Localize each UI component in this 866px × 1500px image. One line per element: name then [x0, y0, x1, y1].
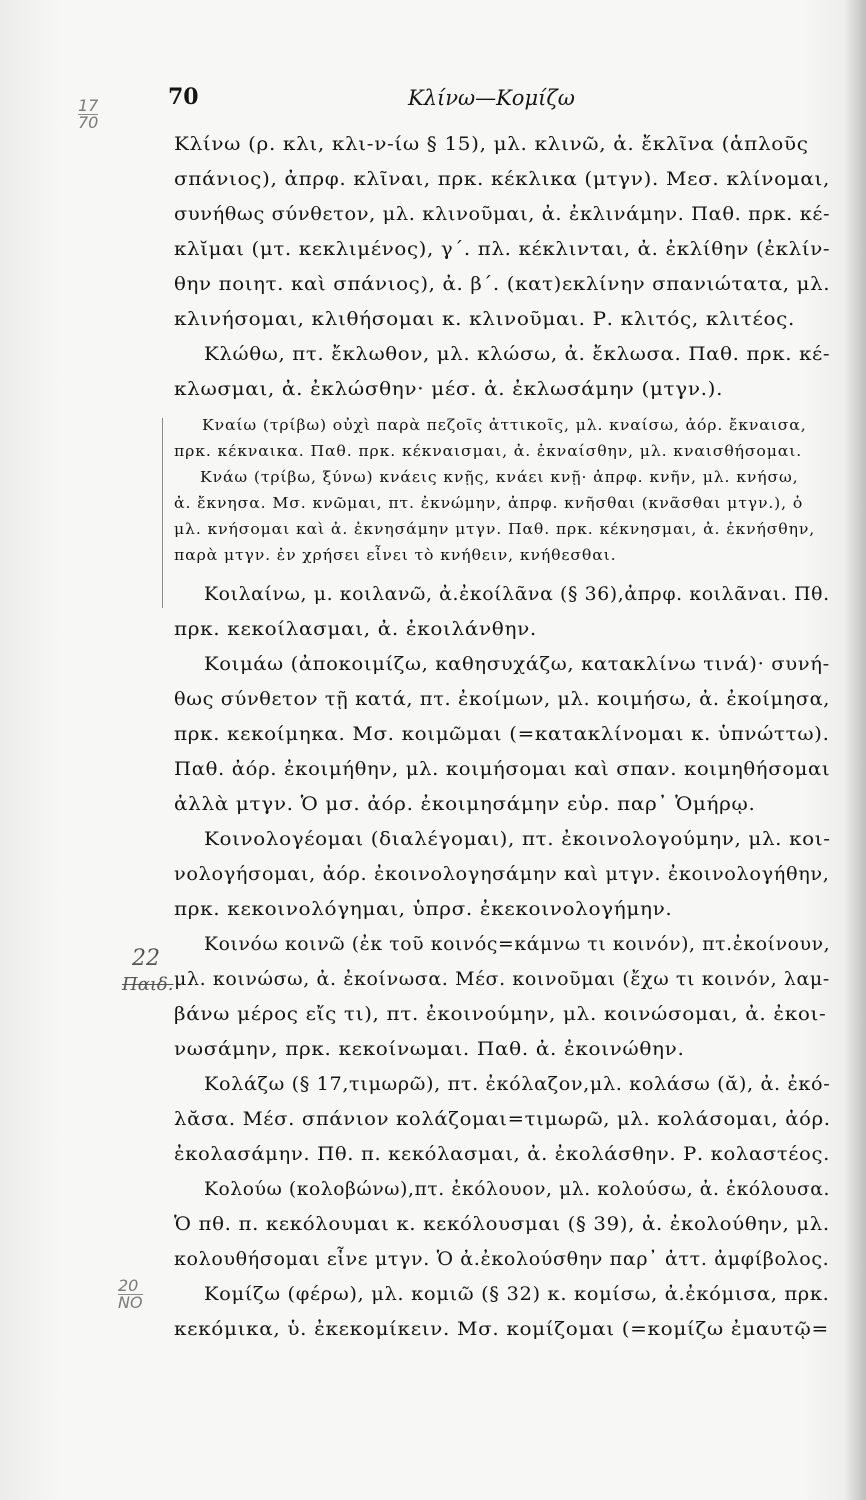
text-line-small: παρὰ μτγν. ἐν χρήσει εἶνει τὸ κνήθειν, κνήθεσθαι. — [174, 548, 617, 564]
text-line: Κοιμάω (ἀποκοιμίζω, καθησυχάζω, κατακλίνω τινά)· συνή- — [204, 654, 830, 675]
text-line: πρκ. κεκοίμηκα. Μσ. κοιμῶμαι (=κατακλίνομαι κ. ὑπνώττω). — [174, 724, 830, 745]
margin-note-bottom-denominator: ΝΟ — [118, 1293, 143, 1312]
margin-note-middle-number: 22 — [132, 946, 160, 971]
text-line-small: Κναίω (τρίβω) οὐχὶ παρὰ πεζοῖς ἀττικοῖς, μλ. κναίσω, ἀόρ. ἔκναισα, — [202, 418, 807, 434]
text-line: Παθ. ἀόρ. ἐκοιμήθην, μλ. κοιμήσομαι καὶ σπαν. κοιμηθήσομαι — [174, 759, 831, 780]
page-edge-shadow — [844, 0, 866, 1500]
text-line: Κολάζω (§ 17,τιμωρῶ), πτ. ἐκόλαζον,μλ. κολάσω (ᾰ), ἀ. ἐκό- — [204, 1074, 831, 1095]
text-line-small: μλ. κνήσομαι καὶ ἀ. ἐκνησάμην μτγν. Παθ. πρκ. κέκνησμαι, ἀ. ἐκνήσθην, — [174, 522, 816, 538]
text-line: Κοινολογέομαι (διαλέγομαι), πτ. ἐκοινολογούμην, μλ. κοι- — [204, 829, 831, 850]
text-line: Κλώθω, πτ. ἔκλωθον, μλ. κλώσω, ἀ. ἔκλωσα. Παθ. πρκ. κέ- — [204, 344, 831, 365]
text-line: νολογήσομαι, ἀόρ. ἐκοινολογησάμην καὶ μτγν. ἐκοινολογήθην, — [174, 864, 830, 885]
running-head: Κλίνω—Κομίζω — [408, 86, 575, 110]
text-line: Κολούω (κολοβώνω),πτ. ἐκόλουον, μλ. κολούσω, ἀ. ἐκόλουσα. — [204, 1179, 831, 1200]
text-line: κολουθήσομαι εἶνε μτγν. Ὁ ἀ.ἐκολούσθην παρ᾽ ἀττ. ἀμφίβολος. — [174, 1249, 830, 1270]
text-line: ἀλλὰ μτγν. Ὁ μσ. ἀόρ. ἐκοιμησάμην εὑρ. παρ᾽ Ὁμήρῳ. — [174, 794, 756, 815]
text-line: Κοινόω κοινῶ (ἐκ τοῦ κοινός=κάμνω τι κοινόν), πτ.ἐκοίνουν, — [204, 934, 831, 955]
text-line: Ὁ πθ. π. κεκόλουμαι κ. κεκόλουσμαι (§ 39), ἀ. ἐκολούθην, μλ. — [174, 1214, 830, 1235]
text-line: μλ. κοινώσω, ἀ. ἐκοίνωσα. Μέσ. κοινοῦμαι (ἔχω τι κοινόν, λαμ- — [174, 969, 830, 990]
text-line: λᾰσα. Μέσ. σπάνιον κολάζομαι=τιμωρῶ, μλ. κολάσομαι, ἀόρ. — [174, 1109, 831, 1130]
text-line: θην ποιητ. καὶ σπάνιος), ἀ. β΄. (κατ)εκλίνην σπανιώτατα, μλ. — [174, 274, 831, 295]
text-line: βάνω μέρος εἴς τι), πτ. ἐκοινούμην, μλ. κοινώσομαι, ἀ. ἐκοι- — [174, 1004, 827, 1025]
margin-note-top-denominator: 70 — [78, 113, 99, 132]
text-line: κλινήσομαι, κλιθήσομαι κ. κλινοῦμαι. Ρ. κλιτός, κλιτέος. — [174, 309, 795, 330]
margin-note-middle-word: Παιδ. — [122, 974, 174, 995]
text-line: θως σύνθετον τῇ κατά, πτ. ἐκοίμων, μλ. κοιμήσω, ἀ. ἐκοίμησα, — [174, 689, 831, 710]
text-line-small: Κνάω (τρίβω, ξύνω) κνάεις κνῇς, κνάει κνῇ· ἀπρφ. κνῆν, μλ. κνήσω, — [200, 470, 799, 486]
text-line-small: ἀ. ἔκνησα. Μσ. κνῶμαι, πτ. ἐκνώμην, ἀπρφ. κνῆσθαι (κνᾶσθαι μτγν.), ὁ — [174, 496, 804, 512]
text-line: συνήθως σύνθετον, μλ. κλινοῦμαι, ἀ. ἐκλινάμην. Παθ. πρκ. κέ- — [174, 204, 831, 225]
text-line: ἐκολασάμην. Πθ. π. κεκόλασμαι, ἀ. ἐκολάσθην. Ρ. κολαστέος. — [174, 1144, 830, 1165]
margin-note-bottom-number: 20 — [118, 1276, 139, 1295]
text-line: Κοιλαίνω, μ. κοιλανῶ, ἀ.ἐκοίλᾶνα (§ 36),ἀπρφ. κοιλᾶναι. Πθ. — [204, 584, 830, 605]
text-line: πρκ. κεκοίλασμαι, ἀ. ἐκοιλάνθην. — [174, 619, 537, 640]
section-bracket — [162, 418, 171, 608]
text-line: πρκ. κεκοινολόγημαι, ὑπρσ. ἐκεκοινολογήμην. — [174, 899, 673, 920]
text-line: κλῐμαι (μτ. κεκλιμένος), γ΄. πλ. κέκλινται, ἀ. ἐκλίθην (ἐκλίν- — [174, 239, 831, 260]
text-line-small: πρκ. κέκναικα. Παθ. πρκ. κέκναισμαι, ἀ. ἐκναίσθην, μλ. κναισθήσομαι. — [174, 444, 803, 460]
text-line: νωσάμην, πρκ. κεκοίνωμαι. Παθ. ἀ. ἐκοινώθην. — [174, 1039, 685, 1060]
text-line: Κομίζω (φέρω), μλ. κομιῶ (§ 32) κ. κομίσω, ἀ.ἐκόμισα, πρκ. — [204, 1284, 830, 1305]
margin-note-top — [78, 98, 98, 131]
page-header — [168, 84, 788, 118]
margin-note-bottom — [118, 1278, 143, 1311]
text-line: κλωσμαι, ἀ. ἐκλώσθην· μέσ. ἀ. ἐκλωσάμην (μτγν.). — [174, 379, 724, 400]
text-line: κεκόμικα, ὑ. ἐκεκομίκειν. Μσ. κομίζομαι (=κομίζω ἐμαυτῷ= — [174, 1319, 829, 1340]
text-line: Κλίνω (ρ. κλι, κλι-ν-ίω § 15), μλ. κλινῶ, ἀ. ἔκλῖνα (ἁπλοῦς — [174, 134, 809, 155]
text-line: σπάνιος), ἀπρφ. κλῖναι, πρκ. κέκλικα (μτγν). Μεσ. κλίνομαι, — [174, 169, 831, 190]
margin-note-top-number: 17 — [78, 96, 99, 115]
page-number: 70 — [168, 84, 199, 110]
